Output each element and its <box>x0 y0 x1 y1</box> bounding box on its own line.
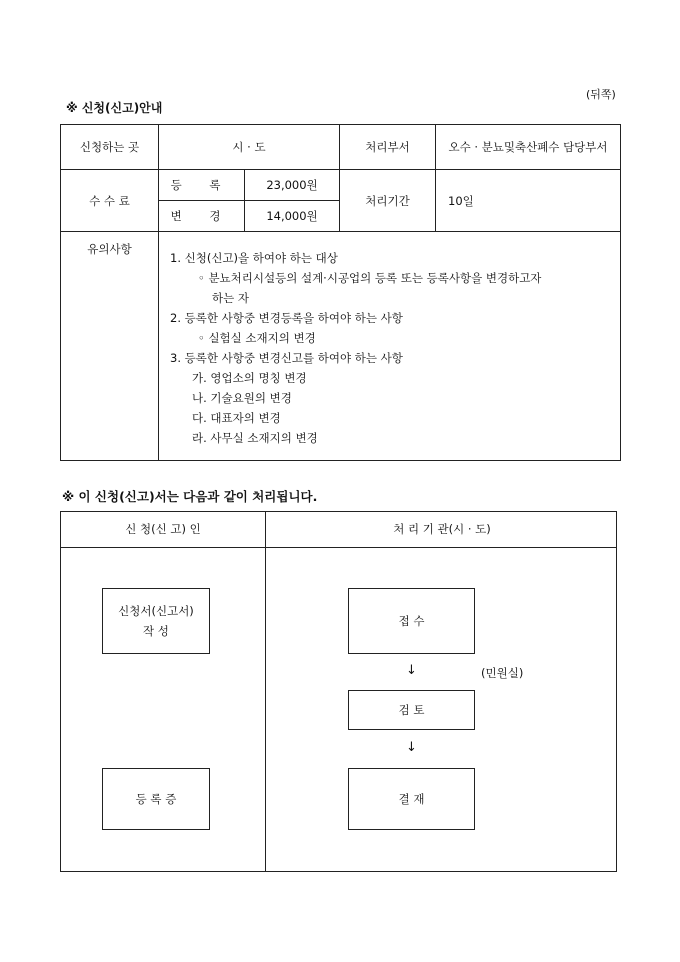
down-arrow-icon: ↓ <box>406 740 417 755</box>
registration-certificate-box <box>102 768 210 830</box>
note-line: 다. 대표자의 변경 <box>192 411 281 425</box>
section-guide-title: ※ 신청(신고)안내 <box>66 101 163 115</box>
civil-office-note: (민원실) <box>481 666 524 680</box>
fee-type-change: 변 경 <box>159 201 245 232</box>
fee-type-register: 등 록 <box>159 170 245 201</box>
fee-amount-register: 23,000원 <box>245 170 340 201</box>
section-process-title: ※ 이 신청(신고)서는 다음과 같이 처리됩니다. <box>62 489 318 504</box>
note-line: 3. 등록한 사항중 변경신고를 하여야 하는 사항 <box>170 351 403 365</box>
review-step-label: 검 토 <box>398 703 425 717</box>
column-divider <box>265 512 266 871</box>
back-side-label: (뒤쪽) <box>586 88 616 101</box>
receipt-step-box <box>348 588 475 654</box>
approval-step-label: 결 재 <box>398 792 425 806</box>
note-line: 2. 등록한 사항중 변경등록을 하여야 하는 사항 <box>170 311 403 325</box>
application-write-line1: 신청서(신고서) <box>118 604 194 618</box>
place-label: 신청하는 곳 <box>61 125 159 170</box>
applicant-column-header: 신 청(신 고) 인 <box>125 522 201 536</box>
header-divider <box>61 547 616 548</box>
place-value: 시 · 도 <box>159 125 340 170</box>
down-arrow-icon: ↓ <box>406 663 417 678</box>
note-line: 1. 신청(신고)을 하여야 하는 대상 <box>170 251 338 265</box>
fee-amount-change: 14,000원 <box>245 201 340 232</box>
note-line: 가. 영업소의 명칭 변경 <box>192 371 307 385</box>
period-value: 10일 <box>436 170 621 232</box>
note-line: 라. 사무실 소재지의 변경 <box>192 431 318 445</box>
approval-step-box <box>348 768 475 830</box>
note-line: 하는 자 <box>212 291 249 305</box>
dept-label: 처리부서 <box>340 125 436 170</box>
review-step-box <box>348 690 475 730</box>
note-line: ◦ 실험실 소재지의 변경 <box>198 331 316 345</box>
process-flow-diagram <box>60 511 617 872</box>
period-label: 처리기간 <box>340 170 436 232</box>
registration-certificate-label: 등 록 증 <box>135 792 177 806</box>
notes-body <box>159 232 621 461</box>
application-info-table <box>60 124 621 461</box>
application-write-box <box>102 588 210 654</box>
application-write-line2: 작 성 <box>143 624 169 638</box>
note-line: 나. 기술요원의 변경 <box>192 391 292 405</box>
dept-value: 오수 · 분뇨및축산폐수 담당부서 <box>436 125 621 170</box>
notes-label: 유의사항 <box>61 232 159 461</box>
agency-column-header: 처 리 기 관(시 · 도) <box>393 522 491 536</box>
fee-label: 수 수 료 <box>61 170 159 232</box>
note-line: ◦ 분뇨처리시설등의 설계·시공업의 등록 또는 등록사항을 변경하고자 <box>198 271 542 285</box>
receipt-step-label: 접 수 <box>398 614 425 628</box>
